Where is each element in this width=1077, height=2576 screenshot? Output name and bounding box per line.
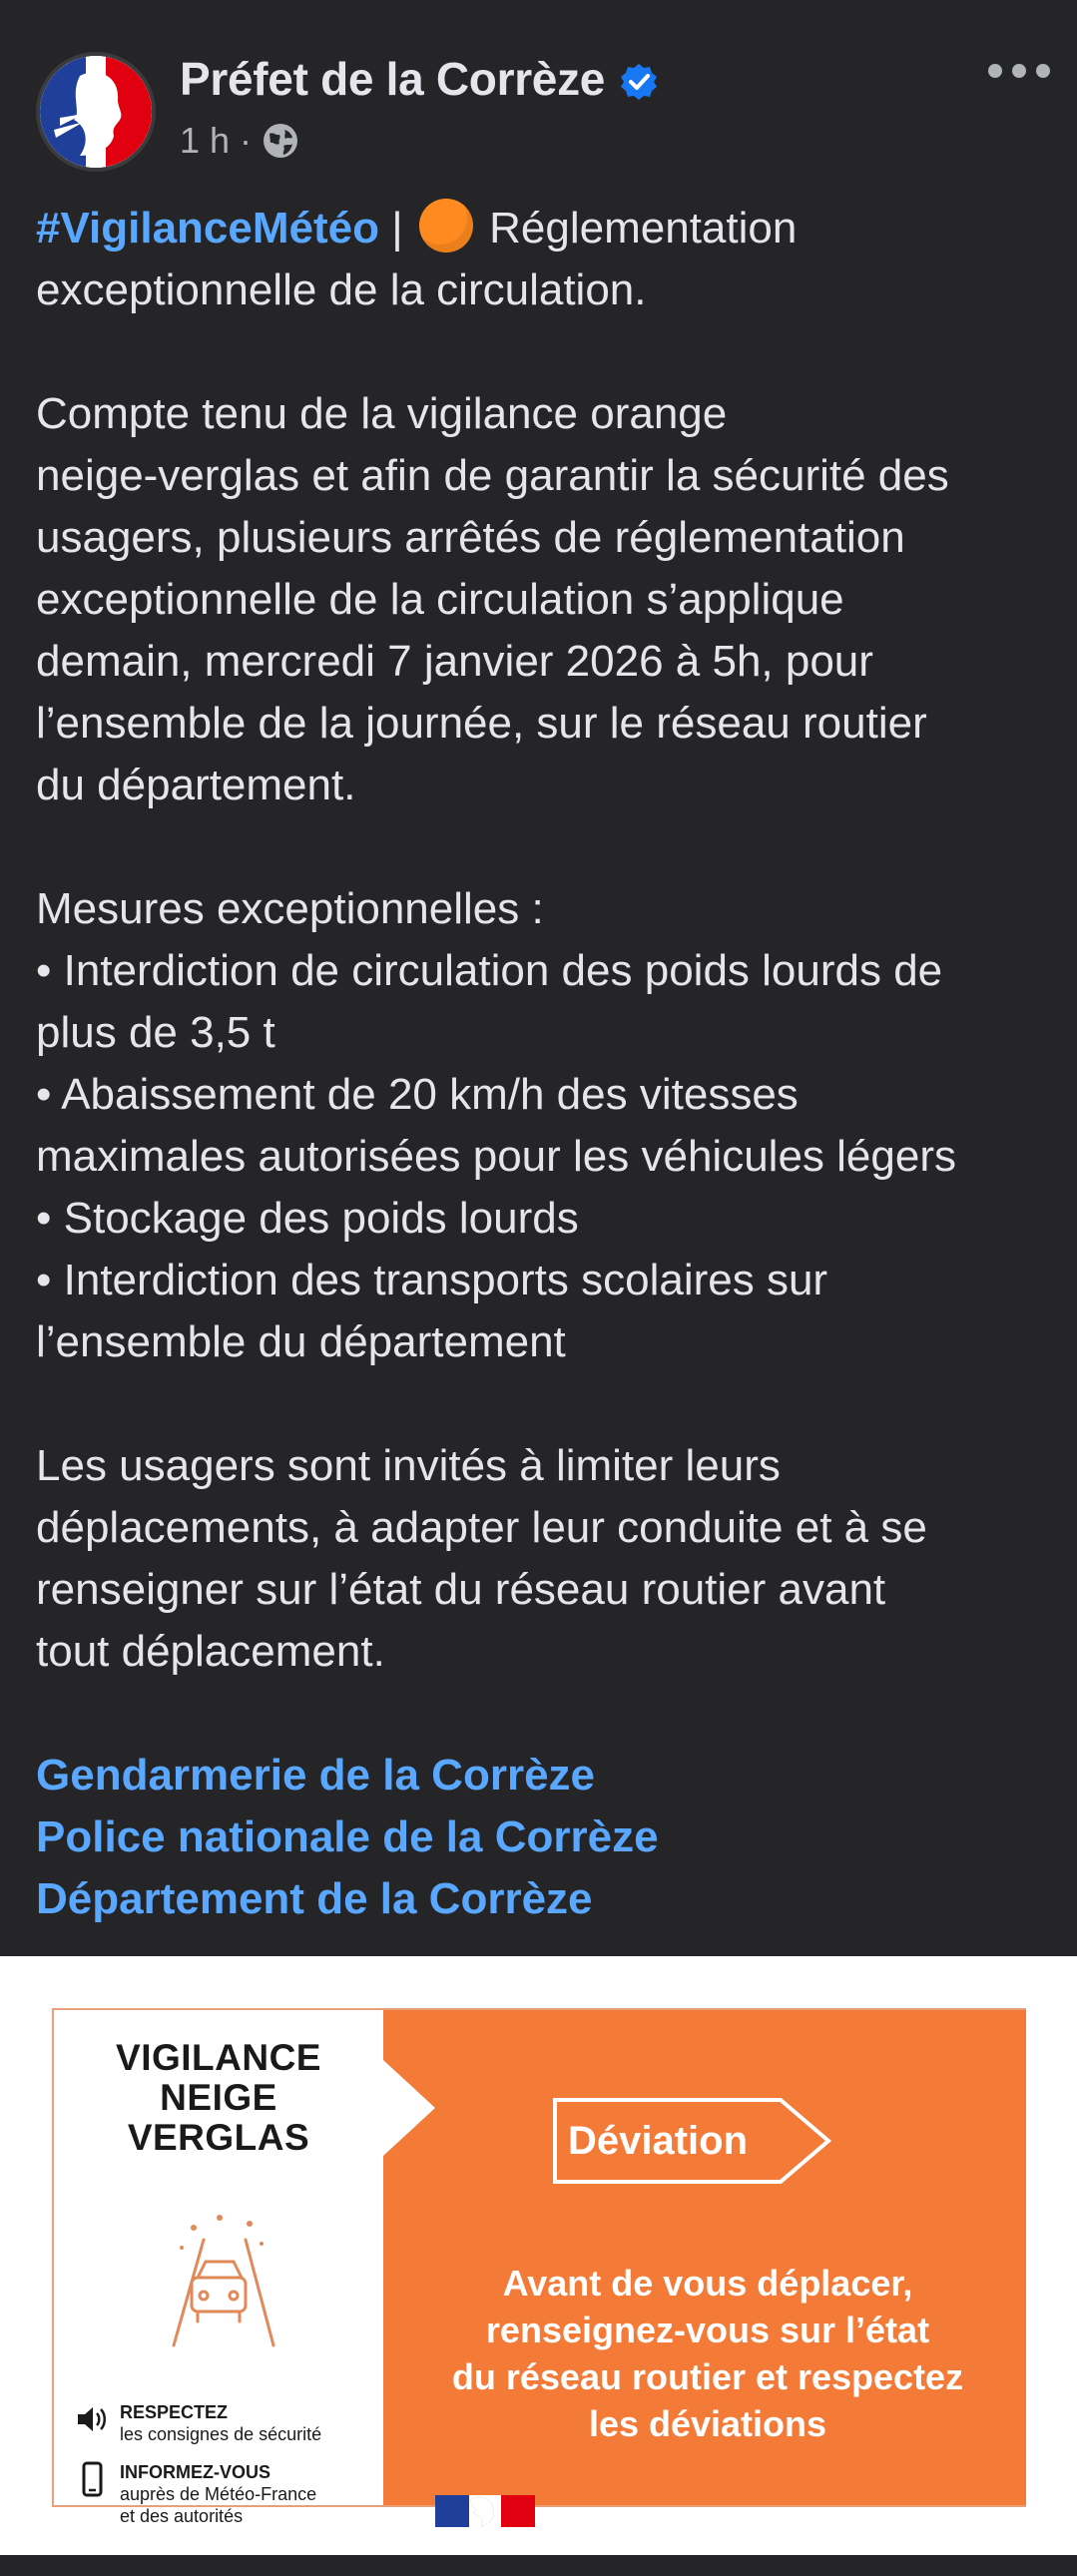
post-body xyxy=(36,198,1054,1930)
post-time[interactable]: 1 h xyxy=(180,120,231,161)
phone-icon xyxy=(74,2461,110,2497)
post-title-line xyxy=(36,198,1054,259)
deviation-label: Déviation xyxy=(567,2118,749,2163)
measure-line: l’ensemble du département xyxy=(36,1317,566,1366)
paragraph-line: Compte tenu de la vigilance orange xyxy=(36,389,728,438)
paragraph-line: demain, mercredi 7 janvier 2026 à 5h, pour xyxy=(36,637,873,686)
hashtag-link[interactable]: #VigilanceMétéo xyxy=(36,204,379,253)
measure-line: • Abaissement de 20 km/h des vitesses xyxy=(36,1070,799,1119)
measure-line: • Interdiction des transports scolaires sur xyxy=(36,1256,828,1304)
title-rest: Réglementation xyxy=(489,204,798,253)
paragraph-line: neige-verglas et afin de garantir la sécurité des xyxy=(36,451,949,500)
post-header xyxy=(0,0,1077,190)
paragraph-line: usagers, plusieurs arrêtés de réglementation xyxy=(36,513,905,562)
paragraph-line: du département. xyxy=(36,761,356,809)
paragraph-line: déplacements, à adapter leur conduite et à se xyxy=(36,1503,927,1552)
bottom-divider xyxy=(0,2558,1077,2576)
link-gendarmerie[interactable]: Gendarmerie de la Corrèze xyxy=(36,1751,596,1800)
car-on-icy-road-icon xyxy=(154,2210,293,2349)
post-meta xyxy=(180,120,299,162)
vigilance-card xyxy=(52,2008,1026,2526)
meta-separator: · xyxy=(240,120,253,161)
measure-line: plus de 3,5 t xyxy=(36,1008,275,1057)
more-dot-icon xyxy=(1012,64,1026,78)
marianne-logo-icon xyxy=(40,56,152,168)
measures-title: Mesures exceptionnelles : xyxy=(36,884,544,933)
measure-line: • Interdiction de circulation des poids lourds de xyxy=(36,946,943,995)
pipe-separator: | xyxy=(391,204,403,253)
post-title-line-2: exceptionnelle de la circulation. xyxy=(36,265,647,314)
advice-text: Avant de vous déplacer, renseignez-vous sur l’état du réseau routier et respectez les déviations xyxy=(451,2263,964,2444)
link-departement[interactable]: Département de la Corrèze xyxy=(36,1874,593,1923)
globe-icon xyxy=(262,122,299,160)
paragraph-line: exceptionnelle de la circulation s’applique xyxy=(36,575,844,624)
orange-circle-icon xyxy=(419,199,473,253)
republique-francaise-logo-icon xyxy=(435,2491,535,2531)
author-name[interactable]: Préfet de la Corrèze xyxy=(180,53,606,105)
paragraph-line: Les usagers sont invités à limiter leurs xyxy=(36,1441,781,1490)
paragraph-line: tout déplacement. xyxy=(36,1627,385,1676)
verified-badge-icon xyxy=(619,62,659,102)
post-image[interactable] xyxy=(0,1956,1077,2555)
vigilance-title: VIGILANCE NEIGE VERGLAS xyxy=(116,2037,321,2158)
tip-respect: RESPECTEZ les consignes de sécurité xyxy=(74,2401,321,2445)
arrow-notch xyxy=(383,2060,435,2156)
link-police[interactable]: Police nationale de la Corrèze xyxy=(36,1812,659,1861)
deviation-sign xyxy=(553,2098,832,2184)
more-options-button[interactable] xyxy=(988,56,1050,86)
speaker-icon xyxy=(74,2401,110,2437)
measure-line: • Stockage des poids lourds xyxy=(36,1194,579,1243)
profile-avatar[interactable] xyxy=(36,52,156,172)
card-left-panel xyxy=(54,2010,383,2526)
more-dot-icon xyxy=(988,64,1002,78)
paragraph-line: l’ensemble de la journée, sur le réseau routier xyxy=(36,699,927,748)
measure-line: maximales autorisées pour les véhicules légers xyxy=(36,1132,956,1181)
paragraph-line: renseigner sur l’état du réseau routier avant xyxy=(36,1565,886,1614)
more-dot-icon xyxy=(1036,64,1050,78)
tip-inform: INFORMEZ-VOUS auprès de Météo-France et des autorités xyxy=(74,2461,316,2527)
